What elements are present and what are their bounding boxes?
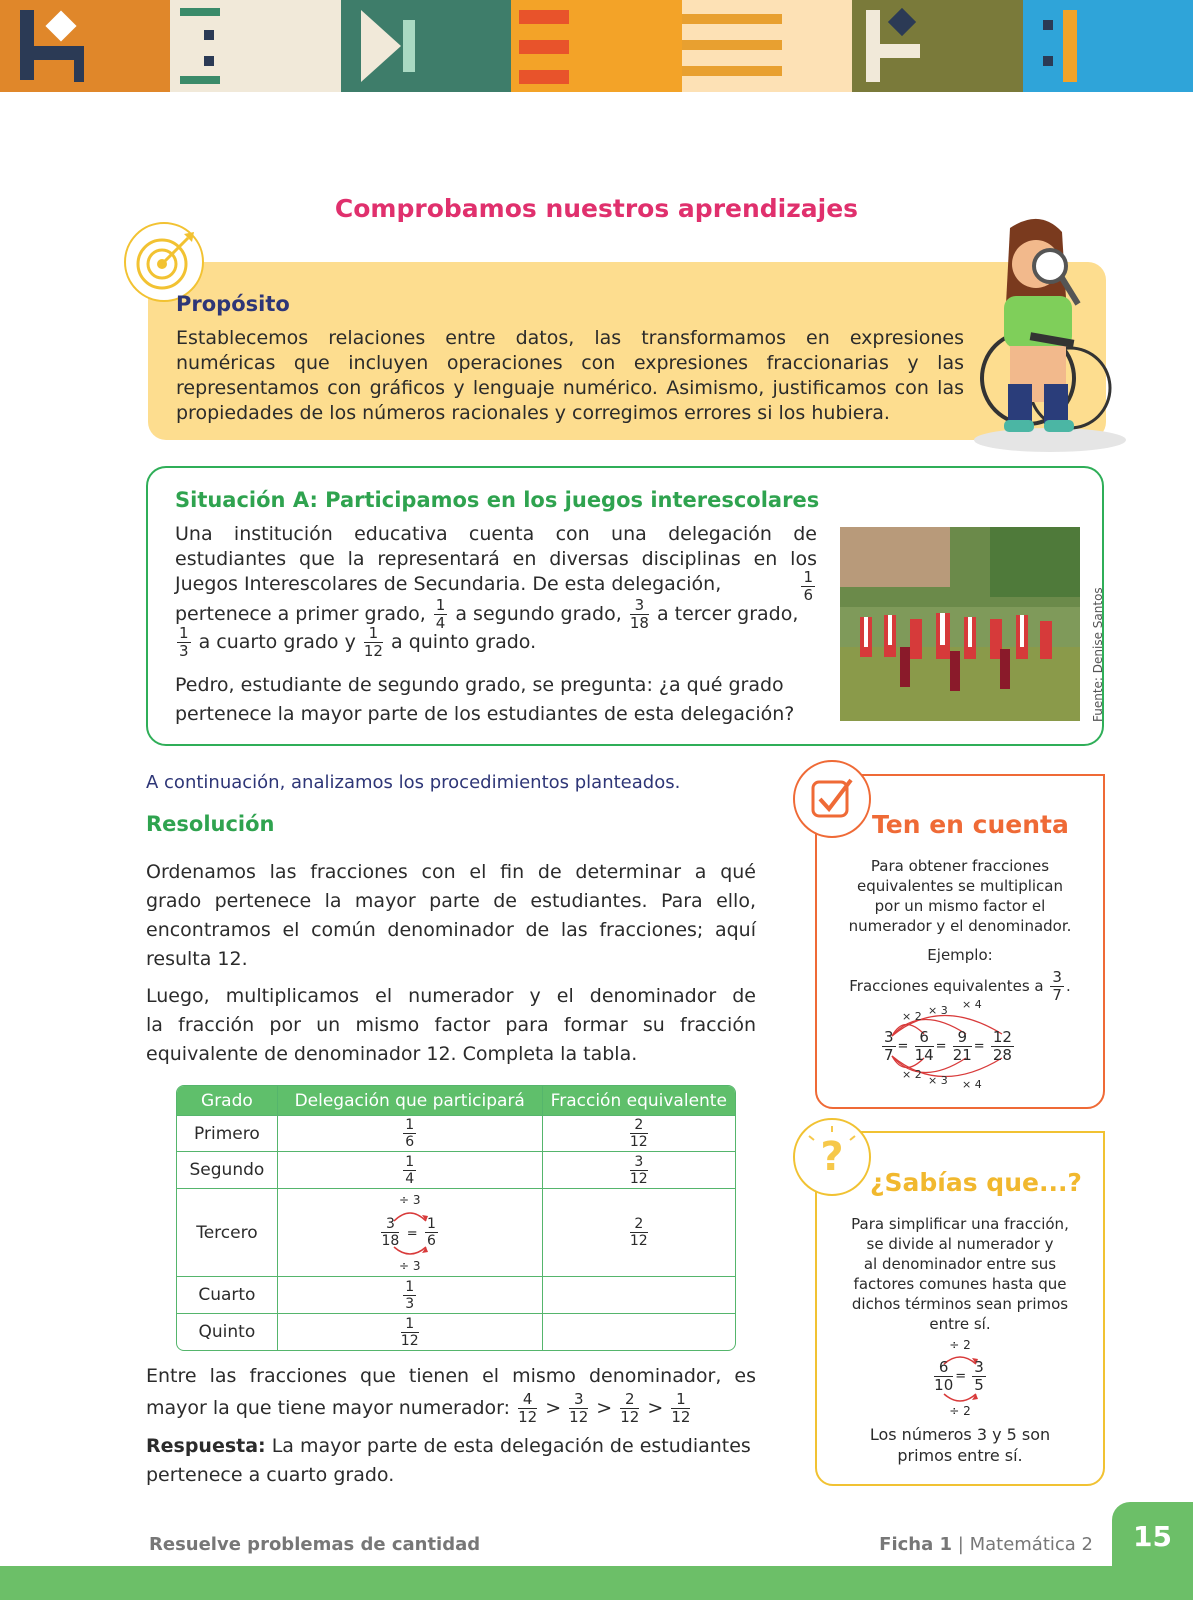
situation-text: a segundo grado, <box>455 603 622 625</box>
fraction-cell <box>277 1188 542 1276</box>
table-row <box>177 1313 735 1350</box>
grade-cell: Primero <box>177 1115 277 1151</box>
purpose-heading: Propósito <box>176 292 290 316</box>
did-you-know-note-line: primos entre sí. <box>897 1446 1023 1465</box>
equivalent-cell-empty[interactable] <box>542 1313 735 1350</box>
situation-text-line <box>175 624 817 660</box>
footer-band <box>0 1566 1193 1600</box>
situation-heading: Situación A: Participamos en los juegos interescolares <box>175 488 820 512</box>
grade-cell: Segundo <box>177 1151 277 1188</box>
tip-text-line: equivalentes se multiplican <box>856 877 1064 895</box>
denominator: 7 <box>884 1046 894 1064</box>
checkbox-icon <box>793 760 871 838</box>
grade-cell: Tercero <box>177 1188 277 1276</box>
numerator: 1 <box>364 626 383 643</box>
fraction <box>381 1217 399 1248</box>
equivalent-cell <box>542 1151 735 1188</box>
banner-pattern <box>341 0 511 92</box>
answer-line: pertenece a cuarto grado. <box>146 1464 395 1486</box>
tip-example-label: Ejemplo: <box>927 946 993 964</box>
did-you-know-line: Para simplificar una fracción, <box>851 1215 1069 1233</box>
operation-label: × 2 <box>902 1068 922 1081</box>
denominator: 12 <box>569 1408 589 1426</box>
answer-text: La mayor parte de esta delegación de estudiantes <box>271 1435 751 1457</box>
situation-text-line: estudiantes que la representará en diversas disciplinas en los <box>175 548 817 570</box>
banner-pattern <box>1023 0 1193 92</box>
fraction-cell <box>277 1276 542 1313</box>
banner-pattern <box>170 0 340 92</box>
fraction <box>801 568 815 604</box>
tip-text-line: numerador y el denominador. <box>848 917 1072 935</box>
denominator: 12 <box>629 1170 648 1187</box>
resolution-heading: Resolución <box>146 812 275 836</box>
denominator: 12 <box>629 1233 648 1249</box>
banner-pattern <box>852 0 1022 92</box>
grade-cell: Quinto <box>177 1313 277 1350</box>
did-you-know-note <box>825 1424 1095 1466</box>
resolution-text-line: resulta 12. <box>146 948 248 970</box>
equivalent-cell-empty[interactable] <box>542 1276 735 1313</box>
numerator: 6 <box>915 1030 934 1047</box>
page-number: 15 <box>1133 1520 1172 1553</box>
did-you-know-note-line: Los números 3 y 5 son <box>869 1425 1051 1444</box>
analysis-intro: A continuación, analizamos los procedimientos planteados. <box>146 772 681 793</box>
photo-credit: Fuente: Denise Santos <box>1091 587 1105 722</box>
denominator: 12 <box>518 1408 538 1426</box>
fraction <box>915 1030 934 1063</box>
fraction-cell <box>277 1313 542 1350</box>
grade-table <box>176 1085 736 1351</box>
tip-example-text: Fracciones equivalentes a <box>849 977 1044 995</box>
numerator: 3 <box>569 1392 588 1409</box>
table-header: Grado <box>177 1086 277 1115</box>
denominator: 6 <box>405 1134 415 1150</box>
fraction <box>630 1155 648 1186</box>
fraction <box>953 1030 972 1063</box>
numerator: 1 <box>427 1215 436 1232</box>
grade-cell: Cuarto <box>177 1276 277 1313</box>
numerator: 1 <box>435 596 446 614</box>
situation-text-line: Una institución educativa cuenta con una delegación de <box>175 523 817 545</box>
fraction <box>403 1118 416 1149</box>
operation-label: ÷ 2 <box>949 1404 971 1418</box>
denominator: 12 <box>400 1332 419 1349</box>
did-you-know-line: entre sí. <box>929 1315 991 1333</box>
simplification-diagram <box>370 1193 450 1273</box>
fraction <box>364 626 383 659</box>
numerator: 3 <box>630 598 649 615</box>
resolution-text-line: Entre las fracciones que tienen el mismo denominador, es <box>146 1365 756 1387</box>
denominator: 28 <box>992 1046 1012 1064</box>
denominator: 3 <box>179 642 189 660</box>
numerator: 3 <box>974 1358 984 1376</box>
denominator: 6 <box>427 1232 436 1249</box>
table-row <box>177 1276 735 1313</box>
page-title: Comprobamos nuestros aprendizajes <box>334 194 859 223</box>
numerator: 3 <box>630 1155 648 1171</box>
fraction <box>403 1280 416 1311</box>
table-row <box>177 1115 735 1151</box>
numerator: 6 <box>934 1360 953 1377</box>
fraction <box>177 626 191 659</box>
simplification-diagram <box>920 1338 1000 1418</box>
numerator: 3 <box>884 1028 894 1046</box>
resolution-text-line: la fracción por un mismo factor para formar su fracción <box>146 1014 756 1036</box>
fraction <box>972 1360 986 1393</box>
svg-text:?: ? <box>820 1134 844 1180</box>
fraction <box>630 1217 648 1248</box>
denominator: 6 <box>803 586 813 604</box>
sports-team-photo <box>840 527 1080 721</box>
table-row <box>177 1188 735 1276</box>
denominator: 12 <box>620 1408 640 1426</box>
denominator: 18 <box>629 614 649 632</box>
equivalence-diagram <box>880 998 1050 1091</box>
tip-text-line: por un mismo factor el <box>874 897 1046 915</box>
operation-label: ÷ 2 <box>949 1338 971 1352</box>
table-header-row <box>177 1086 735 1115</box>
tip-example-line: Fracciones equivalentes a $\frac{3}{7}$ . <box>849 968 1071 1004</box>
banner-pattern <box>682 0 852 92</box>
fraction-cell <box>277 1151 542 1188</box>
situation-text-line <box>175 568 817 604</box>
situation-question: Pedro, estudiante de segundo grado, se pregunta: ¿a qué grado <box>175 674 784 696</box>
situation-text: pertenece a primer grado, <box>175 603 426 625</box>
numerator: 3 <box>381 1217 399 1233</box>
question-mark-icon <box>793 1118 871 1196</box>
numerator: 1 <box>405 1117 415 1133</box>
resolution-text-line: encontramos el común denominador de las fracciones; aquí <box>146 919 756 941</box>
numerator: 1 <box>405 1278 415 1295</box>
answer-line <box>146 1432 756 1461</box>
fraction <box>1050 970 1064 1003</box>
resolution-text-line: Luego, multiplicamos el numerador y el denominador de <box>146 985 756 1007</box>
situation-text: a tercer grado, <box>656 603 799 625</box>
operation-label: × 4 <box>962 998 982 1011</box>
numerator: 1 <box>671 1392 690 1409</box>
fraction <box>401 1317 419 1348</box>
fraction <box>518 1392 537 1425</box>
numerator: 9 <box>953 1030 972 1047</box>
operation-label: × 3 <box>928 1004 948 1017</box>
denominator: 18 <box>381 1232 400 1249</box>
footer-ficha: Ficha 1 <box>879 1534 953 1555</box>
operation-label: × 4 <box>962 1078 982 1091</box>
resolution-text-line: equivalente de denominador 12. Completa la tabla. <box>146 1043 638 1065</box>
did-you-know-text <box>825 1214 1095 1334</box>
operation-label: ÷ 3 <box>398 1192 421 1207</box>
textile-banner <box>0 0 1193 92</box>
did-you-know-line: al denominador entre sus <box>863 1255 1057 1273</box>
table-header: Fracción equivalente <box>542 1086 735 1115</box>
table-row <box>177 1151 735 1188</box>
fraction <box>671 1392 690 1425</box>
numerator: 2 <box>620 1392 639 1409</box>
numerator: 1 <box>179 624 189 642</box>
answer-label: Respuesta: <box>146 1435 266 1457</box>
resolution-text-line: mayor la que tiene mayor numerador: $\frac{4}{12}$ > $\frac{3}{12}$ > $\frac{2}{12}$ > $\frac{1}{12}$ <box>146 1390 691 1426</box>
situation-text-line <box>175 596 817 632</box>
table-header: Delegación que participará <box>277 1086 542 1115</box>
simplification-equation <box>370 1217 450 1248</box>
situation-question: pertenece la mayor parte de los estudiantes de esta delegación? <box>175 703 795 725</box>
numerator: 3 <box>1052 968 1062 986</box>
denominator: 5 <box>974 1376 984 1394</box>
fraction <box>934 1360 953 1393</box>
numerator: 1 <box>803 568 813 586</box>
equivalence-chain: $\frac{3}{7}$ = $\frac{6}{14}$ = $\frac{9}{21}$ = $\frac{12}{28}$ <box>884 1028 1012 1064</box>
simplification-equation: $\frac{6}{10}$ = $\frac{3}{5}$ <box>934 1358 984 1394</box>
numerator: 4 <box>518 1392 537 1409</box>
situation-text: a cuarto grado y <box>198 631 356 653</box>
operation-label: × 2 <box>902 1010 922 1023</box>
did-you-know-line: se divide al numerador y <box>866 1235 1054 1253</box>
denominator: 12 <box>363 642 383 660</box>
fraction-cell <box>277 1115 542 1151</box>
fraction <box>991 1030 1014 1063</box>
footer-course: Ficha 1 | Matemática 2 <box>879 1534 1093 1555</box>
target-icon <box>124 222 204 302</box>
fraction <box>620 1392 639 1425</box>
denominator: 12 <box>671 1408 691 1426</box>
resolution-text-line: grado pertenece la mayor parte de estudiantes. Para ello, <box>146 890 756 912</box>
fraction <box>569 1392 588 1425</box>
footer-competency: Resuelve problemas de cantidad <box>149 1534 481 1555</box>
operation-label: × 3 <box>928 1074 948 1087</box>
banner-pattern <box>0 0 170 92</box>
numerator: 2 <box>630 1217 648 1233</box>
student-illustration <box>970 208 1130 454</box>
denominator: 12 <box>629 1134 648 1150</box>
tip-text <box>825 856 1095 936</box>
fraction <box>630 1118 648 1149</box>
denominator: 4 <box>405 1170 415 1187</box>
banner-pattern <box>511 0 681 92</box>
numerator: 1 <box>405 1153 415 1170</box>
did-you-know-title: ¿Sabías que...? <box>870 1168 1082 1197</box>
footer-subject: Matemática 2 <box>969 1534 1093 1555</box>
purpose-text: Establecemos relaciones entre datos, las transformamos en expresiones numéricas que incluyen operaciones con expresiones fraccionarias y las representamos con gráficos y lenguaje numérico. Asimismo, justificamos con las propiedades de los números racionales y corregimos errores si los hubiera. <box>176 327 964 424</box>
resolution-text: mayor la que tiene mayor numerador: <box>146 1397 511 1419</box>
denominator: 10 <box>934 1376 954 1394</box>
fraction <box>425 1217 438 1248</box>
numerator: 2 <box>630 1118 648 1134</box>
numerator: 12 <box>992 1028 1012 1046</box>
did-you-know-line: dichos términos sean primos <box>851 1295 1069 1313</box>
tip-text-line: Para obtener fracciones <box>870 857 1050 875</box>
denominator: 7 <box>1052 986 1062 1004</box>
operation-label: ÷ 3 <box>398 1258 421 1273</box>
numerator: 1 <box>401 1317 419 1333</box>
fraction <box>403 1155 416 1186</box>
situation-text: a quinto grado. <box>391 631 537 653</box>
did-you-know-line: factores comunes hasta que <box>853 1275 1067 1293</box>
equals-sign: = <box>406 1226 418 1241</box>
denominator: 14 <box>914 1046 934 1064</box>
equivalent-cell <box>542 1188 735 1276</box>
denominator: 21 <box>952 1046 972 1064</box>
denominator: 3 <box>405 1295 415 1312</box>
denominator: 4 <box>435 614 446 632</box>
tip-title: Ten en cuenta <box>872 810 1069 839</box>
fraction <box>882 1030 896 1063</box>
resolution-text-line: Ordenamos las fracciones con el fin de determinar a qué <box>146 861 756 883</box>
equivalent-cell <box>542 1115 735 1151</box>
situation-text: Juegos Interescolares de Secundaria. De esta delegación, <box>175 573 722 595</box>
